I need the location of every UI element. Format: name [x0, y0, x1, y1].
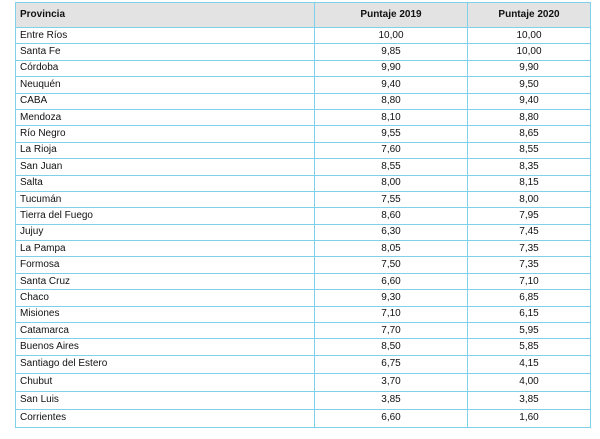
puntaje-2019-cell: 6,30	[315, 224, 468, 240]
table-row	[16, 355, 591, 373]
table-row	[16, 208, 591, 224]
provincia-cell: Corrientes	[16, 409, 315, 427]
puntaje-2020-cell: 10,00	[468, 44, 591, 60]
table-row	[16, 93, 591, 109]
puntaje-2020-cell: 5,95	[468, 323, 591, 339]
puntaje-2020-cell: 7,45	[468, 224, 591, 240]
puntaje-2020-cell: 8,80	[468, 109, 591, 125]
puntaje-2019-cell: 8,80	[315, 93, 468, 109]
provincia-cell: La Rioja	[16, 142, 315, 158]
provincia-cell: Tierra del Fuego	[16, 208, 315, 224]
provincia-cell: Río Negro	[16, 126, 315, 142]
puntaje-2019-cell: 6,60	[315, 409, 468, 427]
table-row	[16, 273, 591, 289]
table-row	[16, 28, 591, 44]
table-row	[16, 77, 591, 93]
puntaje-2019-cell: 9,85	[315, 44, 468, 60]
table-row	[16, 290, 591, 306]
puntaje-2020-cell: 6,15	[468, 306, 591, 322]
puntaje-2020-cell: 7,35	[468, 241, 591, 257]
puntaje-2020-cell: 8,15	[468, 175, 591, 191]
puntaje-2019-cell: 9,55	[315, 126, 468, 142]
provincia-cell: Córdoba	[16, 60, 315, 76]
table-row	[16, 159, 591, 175]
puntaje-2020-cell: 6,85	[468, 290, 591, 306]
provincia-cell: Tucumán	[16, 191, 315, 207]
provincia-cell: La Pampa	[16, 241, 315, 257]
puntaje-2020-cell: 8,55	[468, 142, 591, 158]
table-body	[16, 28, 591, 428]
puntaje-2020-cell: 4,15	[468, 355, 591, 373]
provincia-cell: San Luis	[16, 391, 315, 409]
puntaje-2020-cell: 10,00	[468, 28, 591, 44]
table-row	[16, 241, 591, 257]
provincia-cell: Santa Fe	[16, 44, 315, 60]
puntaje-2019-cell: 7,70	[315, 323, 468, 339]
provincia-cell: Chubut	[16, 373, 315, 391]
header-puntaje-2019: Puntaje 2019	[315, 3, 468, 28]
puntaje-2019-cell: 8,00	[315, 175, 468, 191]
provincia-cell: Salta	[16, 175, 315, 191]
header-provincia: Provincia	[16, 3, 315, 28]
puntaje-2020-cell: 8,00	[468, 191, 591, 207]
puntaje-2019-cell: 7,50	[315, 257, 468, 273]
table-header-row	[16, 3, 591, 28]
puntaje-2019-cell: 3,85	[315, 391, 468, 409]
table-row	[16, 126, 591, 142]
provincia-cell: Formosa	[16, 257, 315, 273]
provincia-cell: Misiones	[16, 306, 315, 322]
puntaje-2020-cell: 4,00	[468, 373, 591, 391]
table-row	[16, 373, 591, 391]
puntaje-2019-cell: 8,55	[315, 159, 468, 175]
table-row	[16, 109, 591, 125]
puntaje-2019-cell: 8,10	[315, 109, 468, 125]
puntaje-2020-cell: 3,85	[468, 391, 591, 409]
table-row	[16, 339, 591, 355]
puntaje-2019-cell: 8,60	[315, 208, 468, 224]
puntaje-2019-cell: 8,05	[315, 241, 468, 257]
provincia-cell: Mendoza	[16, 109, 315, 125]
provincia-cell: Santa Cruz	[16, 273, 315, 289]
provincia-cell: Chaco	[16, 290, 315, 306]
table-row	[16, 323, 591, 339]
provincia-cell: Entre Ríos	[16, 28, 315, 44]
provincia-cell: Buenos Aires	[16, 339, 315, 355]
scores-table	[15, 2, 591, 428]
puntaje-2020-cell: 7,35	[468, 257, 591, 273]
puntaje-2019-cell: 7,55	[315, 191, 468, 207]
puntaje-2019-cell: 9,40	[315, 77, 468, 93]
puntaje-2019-cell: 10,00	[315, 28, 468, 44]
table-container	[15, 2, 590, 428]
puntaje-2020-cell: 9,50	[468, 77, 591, 93]
puntaje-2020-cell: 8,35	[468, 159, 591, 175]
puntaje-2019-cell: 6,60	[315, 273, 468, 289]
puntaje-2020-cell: 5,85	[468, 339, 591, 355]
puntaje-2019-cell: 7,10	[315, 306, 468, 322]
puntaje-2019-cell: 3,70	[315, 373, 468, 391]
table-row	[16, 191, 591, 207]
table-row	[16, 409, 591, 427]
provincia-cell: Jujuy	[16, 224, 315, 240]
puntaje-2020-cell: 7,10	[468, 273, 591, 289]
provincia-cell: Neuquén	[16, 77, 315, 93]
provincia-cell: CABA	[16, 93, 315, 109]
provincia-cell: Santiago del Estero	[16, 355, 315, 373]
table-row	[16, 60, 591, 76]
table-row	[16, 142, 591, 158]
table-row	[16, 306, 591, 322]
puntaje-2020-cell: 9,90	[468, 60, 591, 76]
puntaje-2019-cell: 7,60	[315, 142, 468, 158]
provincia-cell: San Juan	[16, 159, 315, 175]
puntaje-2019-cell: 6,75	[315, 355, 468, 373]
provincia-cell: Catamarca	[16, 323, 315, 339]
header-puntaje-2020: Puntaje 2020	[468, 3, 591, 28]
puntaje-2019-cell: 8,50	[315, 339, 468, 355]
table-row	[16, 175, 591, 191]
puntaje-2020-cell: 7,95	[468, 208, 591, 224]
puntaje-2020-cell: 8,65	[468, 126, 591, 142]
puntaje-2019-cell: 9,90	[315, 60, 468, 76]
puntaje-2020-cell: 1,60	[468, 409, 591, 427]
puntaje-2019-cell: 9,30	[315, 290, 468, 306]
table-row	[16, 44, 591, 60]
table-row	[16, 257, 591, 273]
table-row	[16, 391, 591, 409]
puntaje-2020-cell: 9,40	[468, 93, 591, 109]
table-row	[16, 224, 591, 240]
